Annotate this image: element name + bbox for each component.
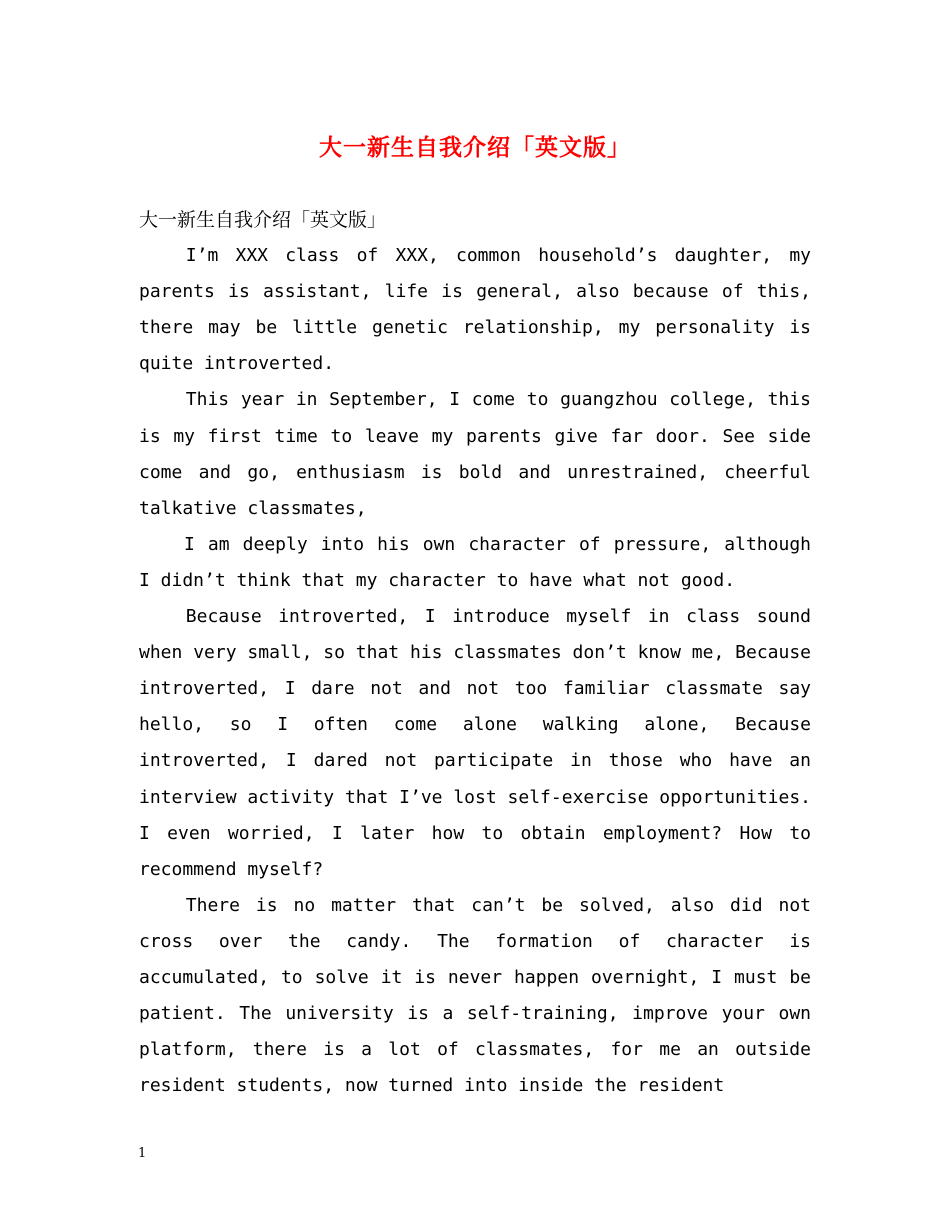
document-subtitle: 大一新生自我介绍「英文版」 xyxy=(139,209,387,231)
document-body xyxy=(139,202,811,1104)
paragraph-5: There is no matter that can’t be solved, also did not cross over the candy. The formation of character is accumulated, to solve it is never happen overnight, I must be patient. The university is a self-training, improve your own platform, there is a lot of classmates, for me an outside resident students, now turned into inside the resident xyxy=(139,894,811,1097)
paragraph-4: Because introverted, I introduce myself in class sound when very small, so that his classmates don’t know me, Because introverted, I dare not and not too familiar classmate say hello, so I often come alone walking alone, Because introverted, I dared not participate in those who have an interview activity that I’ve lost self-exercise opportunities. I even worried, I later how to obtain employment? How to recommend myself? xyxy=(139,606,811,880)
paragraph-2: This year in September, I come to guangzhou college, this is my first time to leave my parents give far door. See side come and go, enthusiasm is bold and unrestrained, cheerful talkative classmates, xyxy=(139,389,811,519)
document-title: 大一新生自我介绍「英文版」 xyxy=(319,135,631,161)
paragraph-1: I’m XXX class of XXX, common household’s daughter, my parents is assistant, life is general, also because of this, there may be little genetic relationship, my personality is quite introverted. xyxy=(139,245,811,375)
page-number: 1 xyxy=(138,1146,147,1161)
paragraph-3: I am deeply into his own character of pressure, although I didn’t think that my character to have what not good. xyxy=(139,533,811,591)
